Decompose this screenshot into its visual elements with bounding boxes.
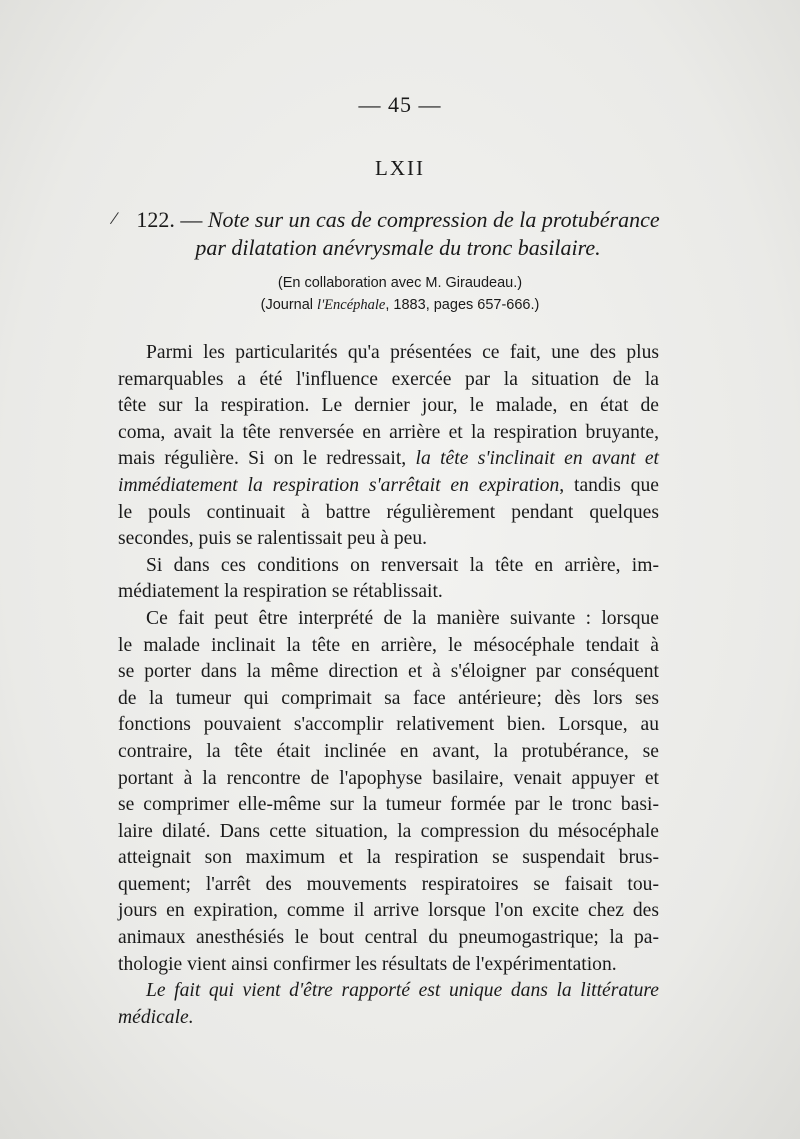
paragraph-4	[118, 978, 659, 1031]
journal-ref-suffix: , 1883, pages 657-666.)	[385, 297, 540, 313]
italic-line: médicale.	[118, 1006, 194, 1028]
text-run: , tandis que	[559, 474, 659, 496]
text-line: portant à la rencontre de l'apophyse basilaire, venait appuyer et	[118, 767, 659, 789]
text-line: fonctions pouvaient s'accomplir relativement bien. Lorsque, au	[118, 714, 659, 736]
text-line: atteignait son maximum et la respiration se suspendait brus-	[118, 847, 659, 869]
italic-run: la tête s'inclinait en avant et	[415, 448, 659, 470]
title-line-1	[118, 206, 678, 234]
text-line: secondes, puis se ralentissait peu à peu.	[118, 528, 428, 550]
article-title	[118, 206, 678, 262]
text-line-mixed	[118, 473, 659, 500]
text-line: médiatement la respiration se rétablissait.	[118, 581, 443, 603]
text-run: mais régulière. Si on le redressait,	[118, 448, 407, 470]
text-line-mixed	[118, 446, 659, 473]
title-line-2	[118, 234, 678, 262]
title-text-2: par dilatation anévrysmale du tronc basilaire.	[195, 235, 601, 260]
italic-line: Le fait qui vient d'être rapporté est unique dans la littérature	[146, 980, 659, 1002]
text-line: Ce fait peut être interprété de la manière suivante : lorsque	[146, 607, 659, 629]
text-line: Si dans ces conditions on renversait la tête en arrière, im-	[146, 554, 659, 576]
text-line: contraire, la tête était inclinée en avant, la protubérance, se	[118, 740, 659, 762]
paragraph-3	[118, 606, 659, 978]
title-text-1: Note sur un cas de compression de la protubérance	[207, 207, 660, 232]
text-line: thologie vient ainsi confirmer les résultats de l'expérimentation.	[118, 953, 617, 975]
journal-ref-prefix: (Journal	[260, 297, 318, 313]
text-line: le pouls continuait à battre régulièrement pendant quelques	[118, 501, 659, 523]
text-line: coma, avait la tête renversée en arrière et la respiration bruyante,	[118, 421, 659, 443]
text-line: se comprimer elle-même sur la tumeur formée par le tronc basi-	[118, 794, 659, 816]
text-line: quement; l'arrêt des mouvements respiratoires se faisait tou-	[118, 873, 659, 895]
text-line: jours en expiration, comme il arrive lorsque l'on excite chez des	[118, 900, 659, 922]
text-line: se porter dans la même direction et à s'éloigner par conséquent	[118, 661, 659, 683]
text-line: de la tumeur qui comprimait sa face antérieure; dès lors ses	[118, 687, 659, 709]
text-line: Parmi les particularités qu'a présentées ce fait, une des plus	[146, 342, 659, 363]
article-body	[118, 340, 659, 1031]
paragraph-2	[118, 553, 659, 606]
collaboration-credit: (En collaboration avec M. Giraudeau.)	[277, 275, 523, 291]
page-number: — 45 —	[358, 92, 442, 117]
text-line: remarquables a été l'influence exercée par la situation de la	[118, 368, 659, 390]
text-line: animaux anesthésiés le bout central du pneumogastrique; la pa-	[118, 927, 659, 949]
italic-run: immédiatement la respiration s'arrêtait en expiration	[118, 474, 560, 496]
text-line: laire dilaté. Dans cette situation, la compression du mésocéphale	[118, 820, 659, 842]
text-line: tête sur la respiration. Le dernier jour, le malade, en état de	[118, 395, 659, 417]
journal-name: l'Encéphale	[317, 297, 386, 313]
journal-reference	[0, 297, 800, 314]
section-numeral: LXII	[375, 156, 425, 180]
article-number: 122. —	[136, 207, 203, 232]
paragraph-1	[118, 340, 659, 553]
text-line: le malade inclinait la tête en arrière, le mésocéphale tendait à	[118, 634, 659, 656]
